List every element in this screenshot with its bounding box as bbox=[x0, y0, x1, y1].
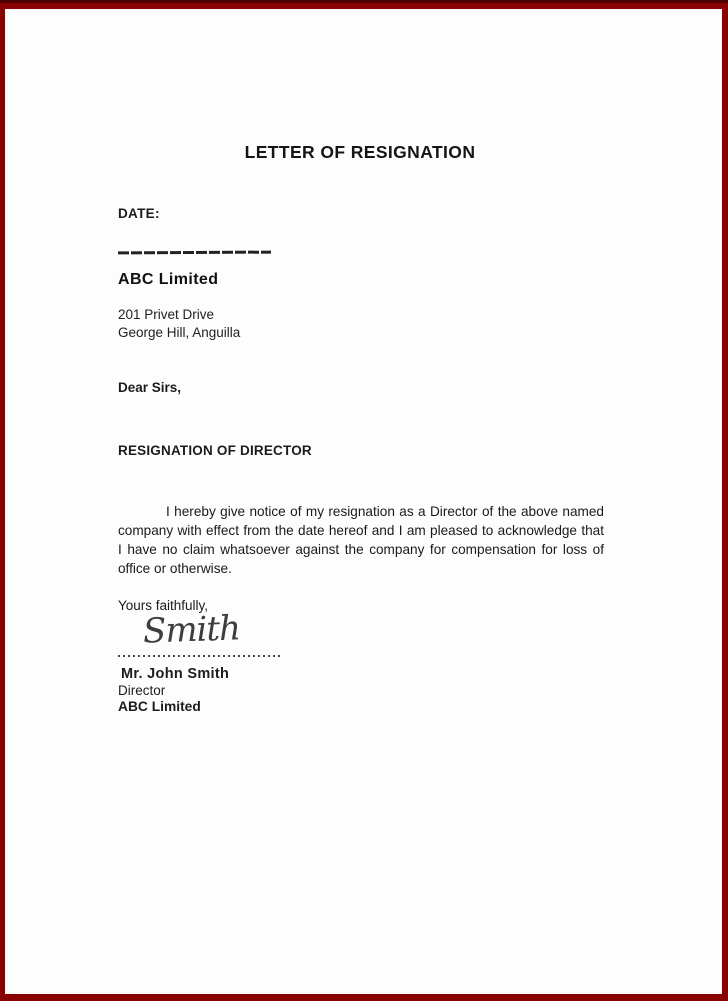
date-label: DATE: bbox=[118, 206, 160, 221]
signer-role: Director bbox=[118, 683, 166, 698]
recipient-address-line2: George Hill, Anguilla bbox=[118, 325, 241, 340]
salutation: Dear Sirs, bbox=[118, 380, 182, 395]
signer-company: ABC Limited bbox=[118, 699, 201, 714]
letter-title: LETTER OF RESIGNATION bbox=[244, 142, 476, 162]
letter-page bbox=[5, 9, 722, 994]
recipient-address-line1: 201 Privet Drive bbox=[118, 307, 215, 322]
signature-dotted-line bbox=[118, 655, 282, 657]
recipient-address bbox=[118, 306, 240, 342]
frame-top-edge bbox=[0, 0, 728, 3]
date-fill-line bbox=[118, 251, 271, 255]
closing-phrase: Yours faithfully, bbox=[118, 598, 209, 613]
subject-line: RESIGNATION OF DIRECTOR bbox=[118, 443, 312, 458]
body-paragraph: I hereby give notice of my resignation as a Director of the above named company with effect from the date hereof and I am pleased to acknowledge that I have no claim whatsoever against the company for compensation for loss of office or otherwise. bbox=[118, 504, 604, 576]
recipient-company: ABC Limited bbox=[118, 271, 219, 288]
handwritten-signature: Smith bbox=[142, 608, 241, 652]
signer-name: Mr. John Smith bbox=[121, 666, 230, 682]
